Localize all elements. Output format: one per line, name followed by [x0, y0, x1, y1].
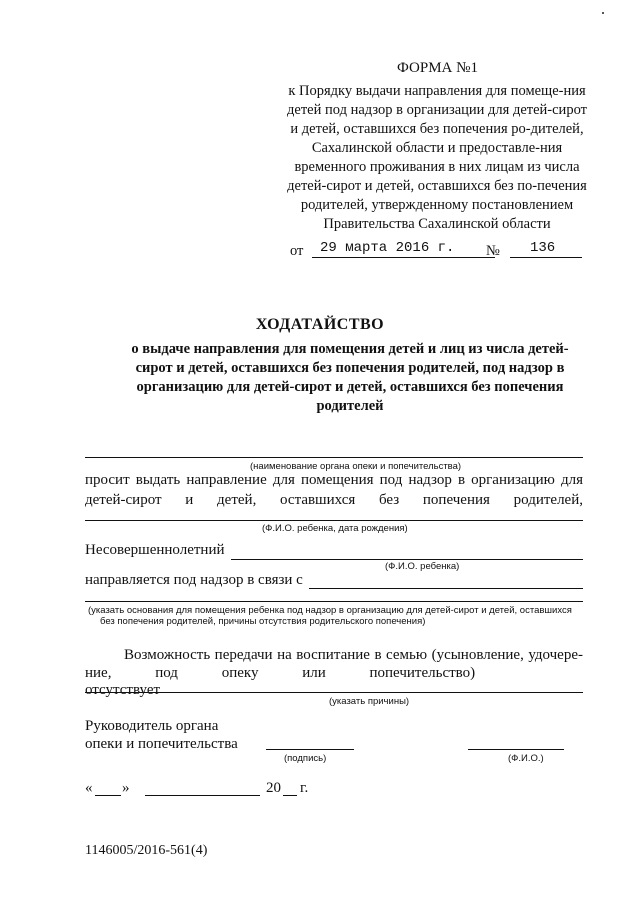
minor-name-hint: (Ф.И.О. ребенка) — [385, 561, 460, 572]
year-suffix: г. — [300, 780, 309, 796]
head-fullname-field[interactable] — [468, 749, 564, 750]
reason-hint-line-2: без попечения родителей, причины отсутствия родительского попечения) — [100, 616, 426, 627]
child-fullname-hint: (Ф.И.О. ребенка, дата рождения) — [262, 523, 408, 534]
date-close-quote: » — [122, 780, 130, 796]
request-text-line-2: детей-сирот и детей, оставшихся без попечения родителей, — [85, 492, 583, 508]
reason-label: направляется под надзор в связи с — [85, 572, 303, 588]
child-fullname-field[interactable] — [85, 520, 583, 521]
reasons-field[interactable] — [85, 692, 583, 693]
authority-name-field[interactable] — [85, 457, 583, 458]
authority-name-hint: (наименование органа опеки и попечительства) — [250, 461, 462, 472]
form-number-title: ФОРМА №1 — [397, 60, 478, 76]
head-fullname-hint: (Ф.И.О.) — [508, 753, 544, 764]
reasons-hint: (указать причины) — [329, 696, 410, 707]
year-prefix: 20 — [266, 780, 281, 796]
day-field[interactable] — [95, 795, 121, 796]
head-title-line-1: Руководитель органа — [85, 718, 219, 734]
reason-field-1[interactable] — [309, 588, 583, 589]
month-field[interactable] — [145, 795, 260, 796]
document-subtitle: о выдаче направления для помещения детей и лиц из числа детей-сирот и детей, оставшихся без попечения родителей, под надзор в организацию для детей-сирот и детей, оставшихся без попечения родителей — [131, 341, 569, 414]
scan-speck — [602, 12, 604, 14]
order-reference-text: к Порядку выдачи направления для помеще-ния детей под надзор в организации для детей-сирот и детей, оставшихся без попечения ро-дителей, Сахалинской области и предоставле-ния временного проживания в них лицам из числа детей-сирот и детей, оставшихся без по-печения родителей, утвержденному постановлением Правительства Сахалинской области — [287, 83, 587, 232]
approval-date-row — [290, 240, 590, 262]
date-prefix-label: от — [290, 243, 304, 259]
approval-date-field: 29 марта 2016 г. — [312, 240, 495, 258]
signature-field[interactable] — [266, 749, 354, 750]
reason-field-2[interactable] — [85, 601, 583, 602]
minor-label: Несовершеннолетний — [85, 542, 225, 558]
reason-hint-line-1: (указать основания для помещения ребенка под надзор в организацию для детей-сирот и детей, оставшихся — [88, 605, 572, 616]
footer-document-code: 1146005/2016-561(4) — [85, 843, 208, 858]
head-title-line-2: опеки и попечительства — [85, 736, 238, 752]
request-text-line-1: просит выдать направление для помещения под надзор в организацию для — [85, 472, 583, 488]
year-field[interactable] — [283, 795, 297, 796]
approval-number-field: 136 — [510, 240, 582, 258]
possibility-text-line-1: Возможность передачи на воспитание в семью (усыновление, удочере- — [124, 647, 583, 663]
document-title: ХОДАТАЙСТВО — [255, 316, 385, 333]
number-sign-label: № — [486, 243, 500, 259]
signature-hint: (подпись) — [284, 753, 327, 764]
minor-name-field[interactable] — [231, 559, 583, 560]
date-open-quote: « — [85, 780, 93, 796]
possibility-text-line-2: ние, под опеку или попечительство) отсутствует — [85, 665, 476, 698]
